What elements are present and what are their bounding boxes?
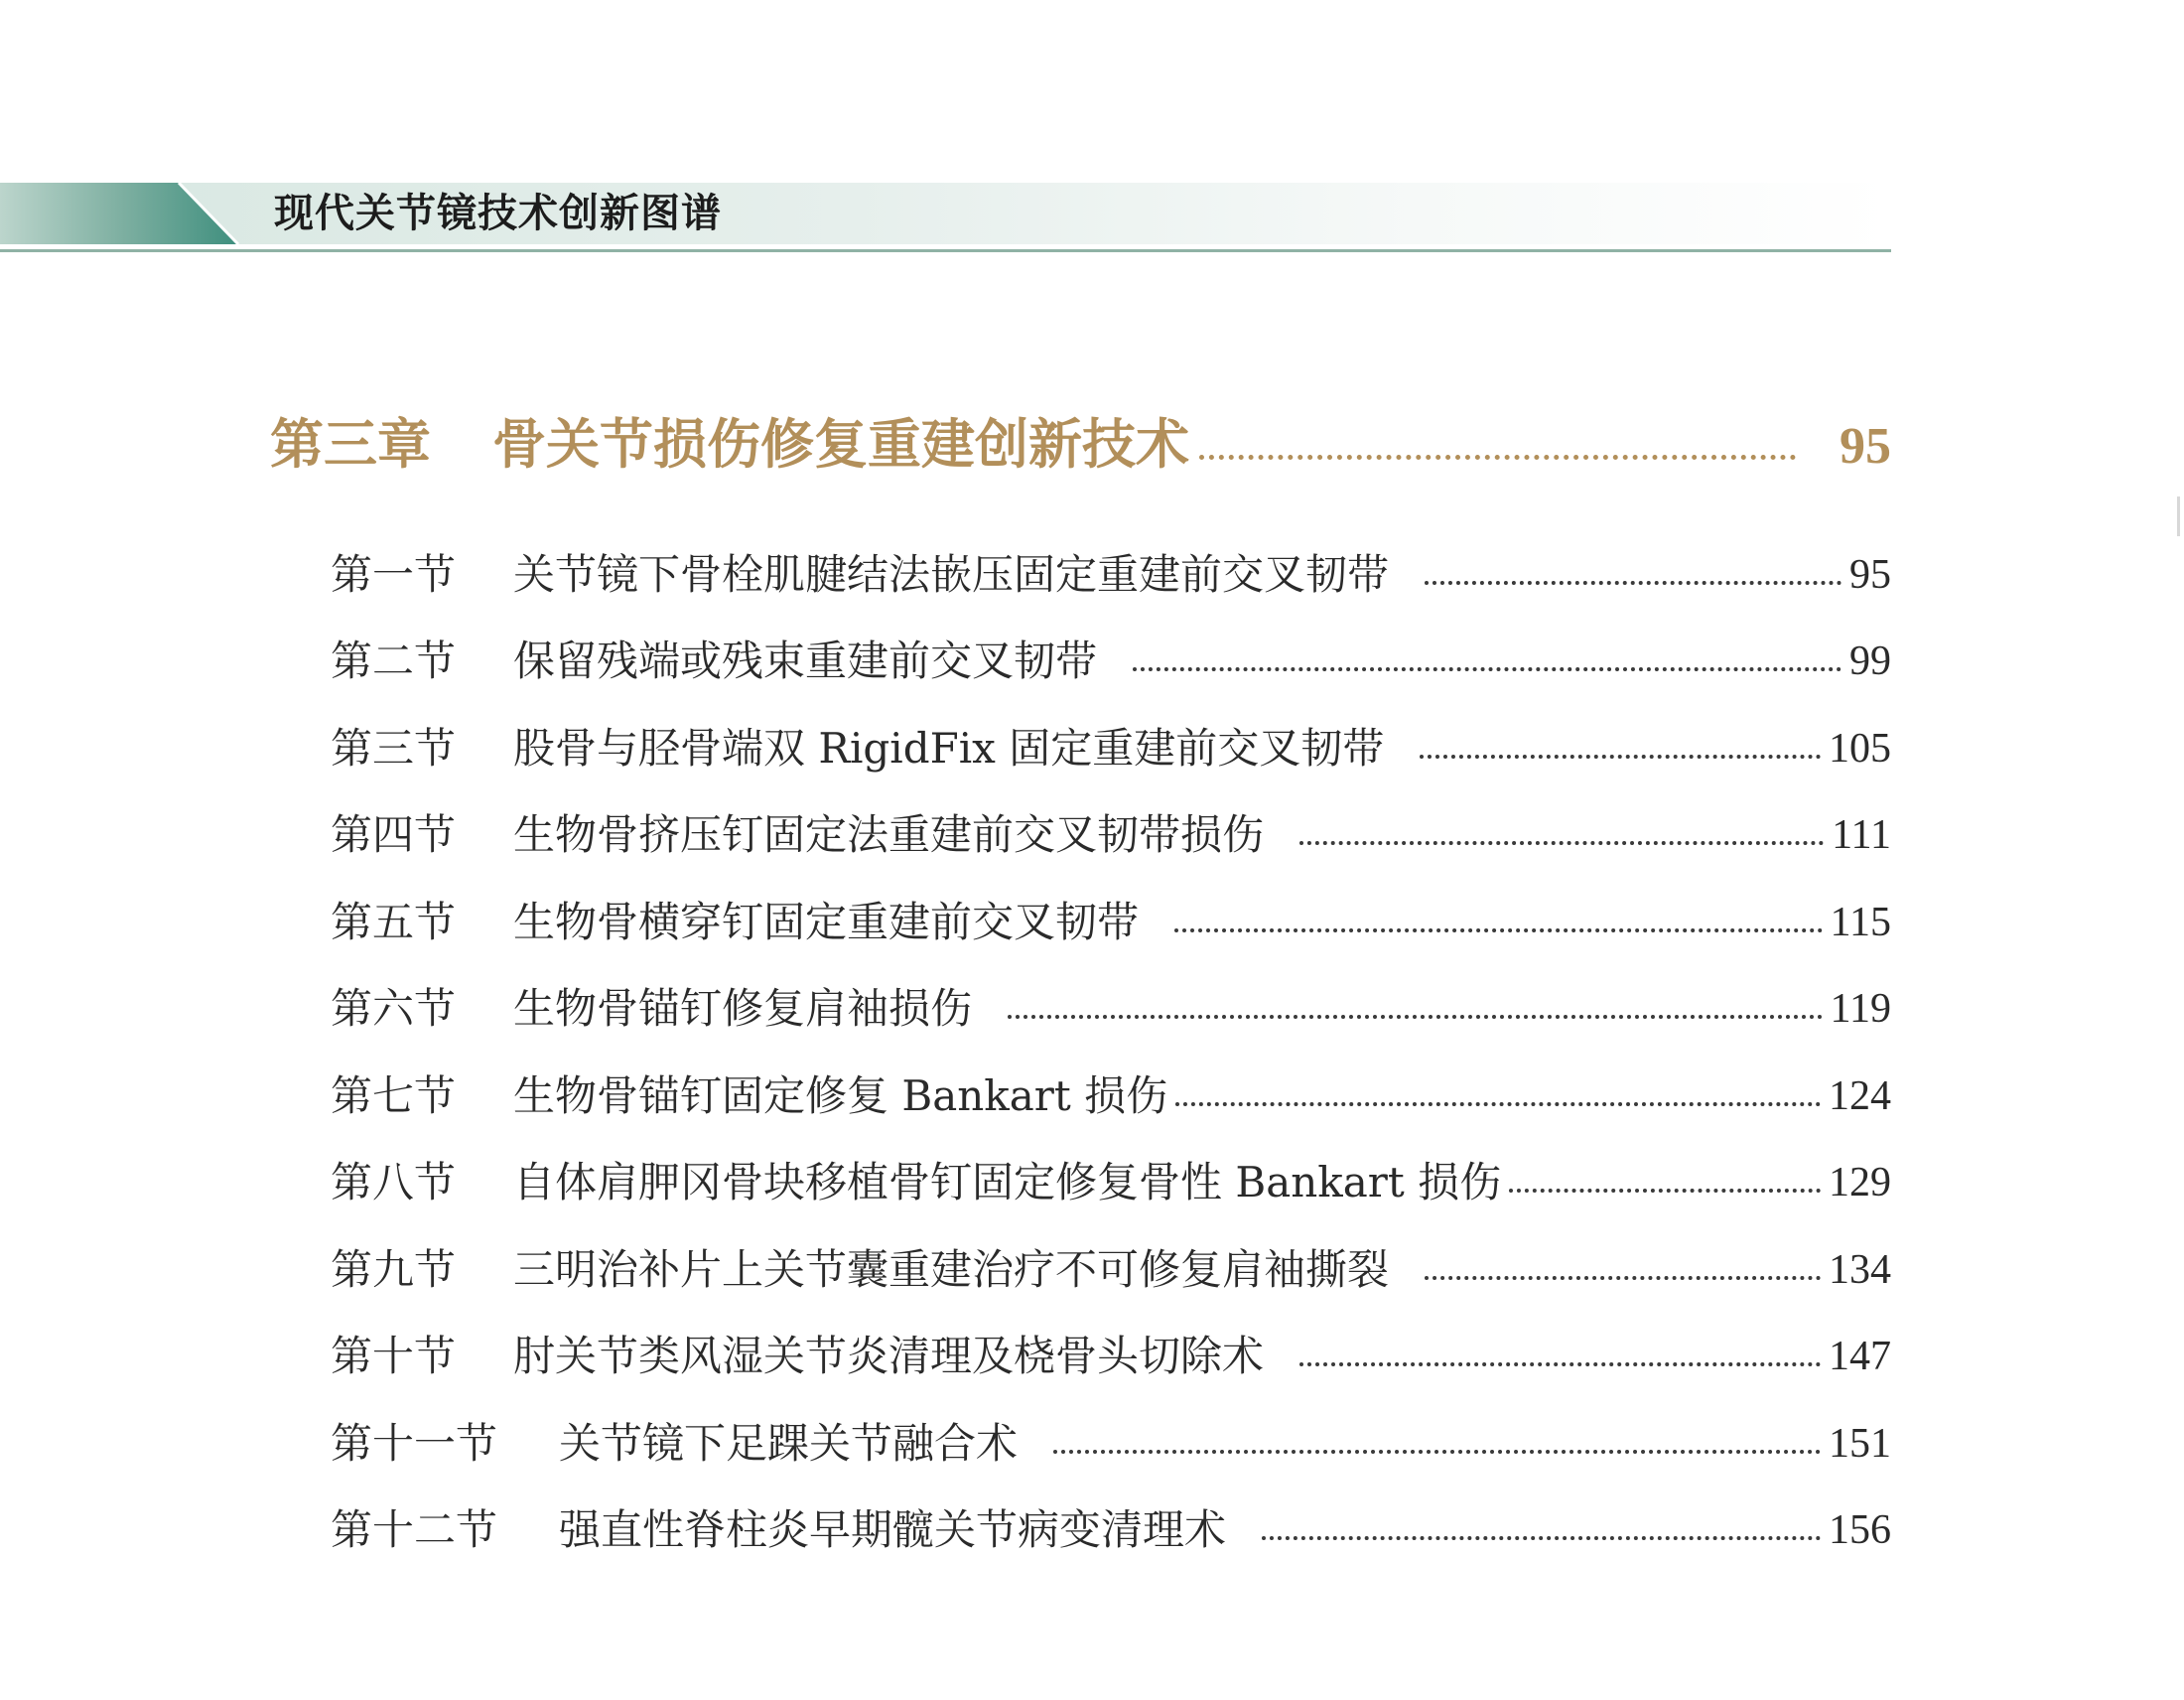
section-list [331,531,1891,1574]
chapter-title: 骨关节损伤修复重建创新技术 [492,412,1189,476]
section-title: 肘关节类风湿关节炎清理及桡骨头切除术 [513,1332,1265,1381]
dot-leader [1425,1268,1821,1280]
section-title: 自体肩胛冈骨块移植骨钉固定修复骨性 Bankart 损伤 [513,1158,1502,1207]
section-number: 第十节 [331,1332,457,1381]
dot-leader [1008,1007,1823,1019]
section-page: 156 [1829,1507,1891,1554]
toc-entry[interactable] [331,1226,1891,1314]
dot-leader [1299,1354,1821,1366]
chapter-number: 第三章 [270,412,431,476]
section-number: 第一节 [331,549,457,599]
section-title: 生物骨挤压钉固定法重建前交叉韧带损伤 [513,810,1265,860]
section-page: 111 [1832,812,1891,859]
section-number: 第九节 [331,1244,457,1294]
toc-entry[interactable] [331,705,1891,792]
toc-entry[interactable] [331,1488,1891,1575]
section-number: 第七节 [331,1070,457,1120]
chapter-entry[interactable] [270,409,1891,482]
page-edge-mark [2177,496,2180,536]
header-accent-shape [0,183,258,244]
dot-leader [1299,833,1824,845]
section-page: 115 [1830,899,1891,945]
section-page: 124 [1829,1072,1891,1119]
section-number: 第六节 [331,984,457,1034]
section-page: 147 [1829,1334,1891,1380]
toc-entry[interactable] [331,1140,1891,1227]
section-number: 第十二节 [331,1505,498,1555]
section-number: 第八节 [331,1158,457,1207]
dot-leader [1175,1094,1821,1106]
section-title: 生物骨锚钉固定修复 Bankart 损伤 [513,1070,1168,1120]
section-number: 第五节 [331,897,457,946]
dot-leader [1420,747,1821,759]
dot-leader [1199,443,1796,460]
section-title: 三明治补片上关节囊重建治疗不可修复肩袖撕裂 [513,1244,1390,1294]
section-title: 强直性脊柱炎早期髋关节病变清理术 [559,1505,1227,1555]
toc-entry[interactable] [331,1400,1891,1488]
section-page: 95 [1849,551,1891,598]
dot-leader [1053,1442,1821,1454]
dot-leader [1133,659,1842,671]
section-number: 第四节 [331,810,457,860]
chapter-page: 95 [1840,418,1891,475]
section-title: 生物骨横穿钉固定重建前交叉韧带 [513,897,1140,946]
section-title: 股骨与胫骨端双 RigidFix 固定重建前交叉韧带 [513,723,1385,773]
section-page: 105 [1829,725,1891,772]
section-title: 关节镜下足踝关节融合术 [559,1418,1019,1468]
dot-leader [1174,921,1823,932]
section-number: 第十一节 [331,1418,498,1468]
section-title: 保留残端或残束重建前交叉韧带 [513,637,1098,686]
section-page: 134 [1829,1246,1891,1293]
section-number: 第二节 [331,637,457,686]
header-rule [0,249,1891,252]
toc-entry[interactable] [331,966,1891,1054]
dot-leader [1425,573,1842,585]
section-title: 关节镜下骨栓肌腱结法嵌压固定重建前交叉韧带 [513,549,1390,599]
toc-entry[interactable] [331,619,1891,706]
toc-entry[interactable] [331,531,1891,619]
section-page: 151 [1829,1420,1891,1467]
toc-entry[interactable] [331,1053,1891,1140]
toc-entry[interactable] [331,1314,1891,1401]
toc-entry[interactable] [331,792,1891,880]
section-title: 生物骨锚钉修复肩袖损伤 [513,984,973,1034]
section-number: 第三节 [331,723,457,773]
running-header-title: 现代关节镜技术创新图谱 [274,191,722,236]
dot-leader [1262,1528,1821,1540]
section-page: 119 [1830,986,1891,1033]
section-page: 99 [1849,638,1891,685]
section-page: 129 [1829,1160,1891,1206]
dot-leader [1509,1181,1821,1193]
toc-entry[interactable] [331,879,1891,966]
